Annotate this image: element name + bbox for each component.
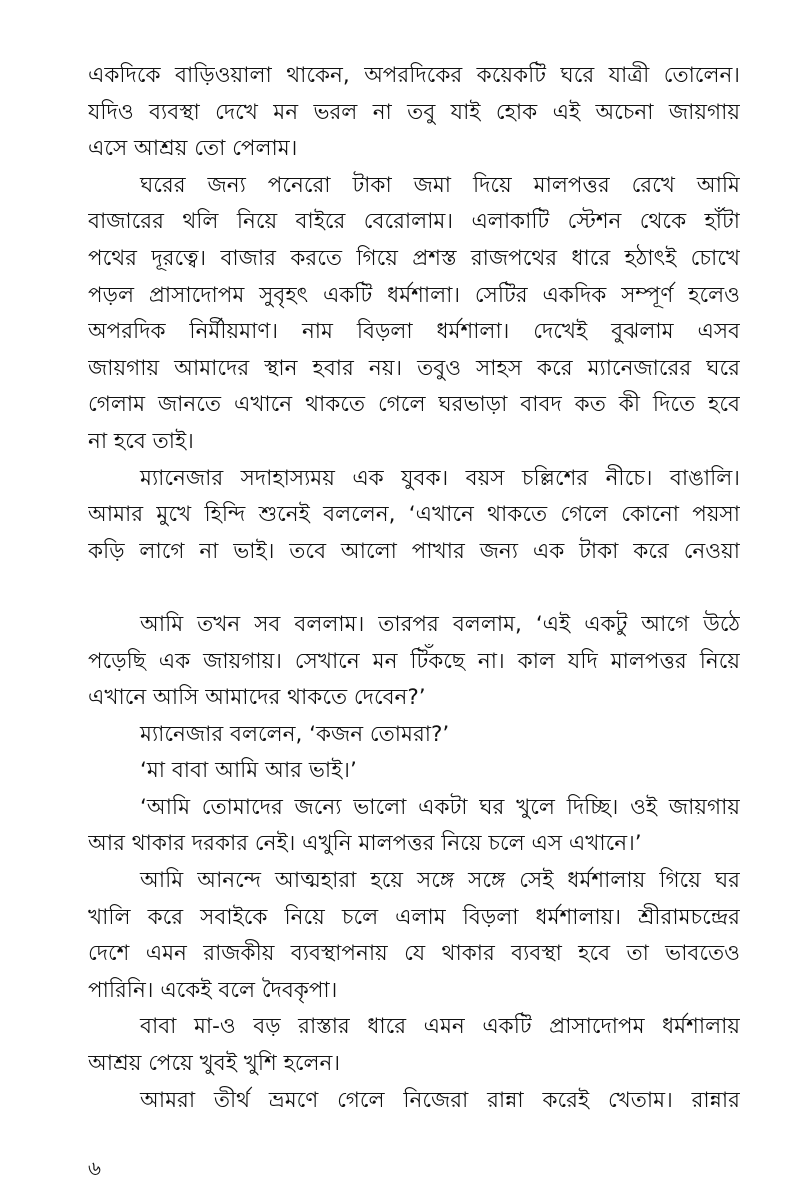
- text-line: আমার মুখে হিন্দি শুনেই বললেন, ‘এখানে থাকতে গেলে কোনো পয়সা: [88, 502, 740, 528]
- text-line: আর থাকার দরকার নেই। এখুনি মালপত্তর নিয়ে চলে এস এখানে।’: [88, 831, 642, 857]
- text-line: ‘মা বাবা আমি আর ভাই।’: [140, 758, 357, 784]
- text-line: কড়ি লাগে না ভাই। তবে আলো পাখার জন্য এক টাকা করে নেওয়া: [88, 538, 740, 564]
- text-line: দেশে এমন রাজকীয় ব্যবস্থাপনায় যে থাকার ব্যবস্থা হবে তা ভাবতেও: [88, 941, 740, 967]
- body-text: [88, 58, 740, 1119]
- text-line: আমরা তীর্থ ভ্রমণে গেলে নিজেরা রান্না করেই খেতাম। রান্নার: [140, 1087, 740, 1113]
- text-line: একদিকে বাড়িওয়ালা থাকেন, অপরদিকের কয়েকটি ঘরে যাত্রী তোলেন।: [88, 63, 740, 88]
- text-line: আমি আনন্দে আত্মহারা হয়ে সঙ্গে সঙ্গে সেই ধর্মশালায় গিয়ে ঘর: [140, 868, 740, 894]
- text-line: গেলাম জানতে এখানে থাকতে গেলে ঘরভাড়া বাবদ কত কী দিতে হবে: [88, 392, 740, 418]
- text-line: পথের দূরত্বে। বাজার করতে গিয়ে প্রশস্ত রাজপথের ধারে হঠাৎই চোখে: [88, 245, 740, 271]
- text-line: ম্যানেজার বললেন, ‘কজন তোমরা?’: [140, 721, 450, 747]
- text-line: পারিনি। একেই বলে দৈবকৃপা।: [88, 977, 338, 1003]
- text-line: ঘরের জন্য পনেরো টাকা জমা দিয়ে মালপত্তর রেখে আমি: [140, 172, 740, 198]
- text-line: ‘আমি তোমাদের জন্যে ভালো একটা ঘর খুলে দিচ্ছি। ওই জায়গায়: [140, 794, 740, 820]
- text-line: আমি তখন সব বললাম। তারপর বললাম, ‘এই একটু আগে উঠে: [140, 611, 740, 637]
- faded-line: [88, 570, 740, 607]
- text-line: খালি করে সবাইকে নিয়ে চলে এলাম বিড়লা ধর্মশালায়। শ্রীরামচন্দ্রের: [88, 904, 740, 930]
- text-line: পড়েছি এক জায়গায়। সেখানে মন টিঁকছে না। কাল যদি মালপত্তর নিয়ে: [88, 648, 740, 674]
- text-line: আশ্রয় পেয়ে খুবই খুশি হলেন।: [88, 1051, 341, 1077]
- text-line: ম্যানেজার সদাহাস্যময় এক যুবক। বয়স চল্লিশের নীচে। বাঙালি।: [140, 465, 740, 491]
- page-number: ৬: [88, 1156, 102, 1180]
- text-line: বাজারের থলি নিয়ে বাইরে বেরোলাম। এলাকাটি স্টেশন থেকে হাঁটা: [88, 209, 740, 235]
- text-line: এখানে আসি আমাদের থাকতে দেবেন?’: [88, 685, 426, 711]
- text-line: বাবা মা-ও বড় রাস্তার ধারে এমন একটি প্রাসাদোপম ধর্মশালায়: [140, 1014, 740, 1040]
- text-line: অপরদিক নির্মীয়মাণ। নাম বিড়লা ধর্মশালা। দেখেই বুঝলাম এসব: [88, 319, 740, 345]
- text-line: এসে আশ্রয় তো পেলাম।: [88, 136, 298, 162]
- text-line: পড়ল প্রাসাদোপম সুবৃহৎ একটি ধর্মশালা। সেটির একদিক সম্পূর্ণ হলেও: [88, 282, 740, 308]
- text-line: না হবে তাই।: [88, 428, 194, 454]
- text-line: যদিও ব্যবস্থা দেখে মন ভরল না তবু যাই হোক এই অচেনা জায়গায়: [88, 99, 740, 125]
- text-line: জায়গায় আমাদের স্থান হবার নয়। তবুও সাহস করে ম্যানেজারের ঘরে: [88, 355, 740, 381]
